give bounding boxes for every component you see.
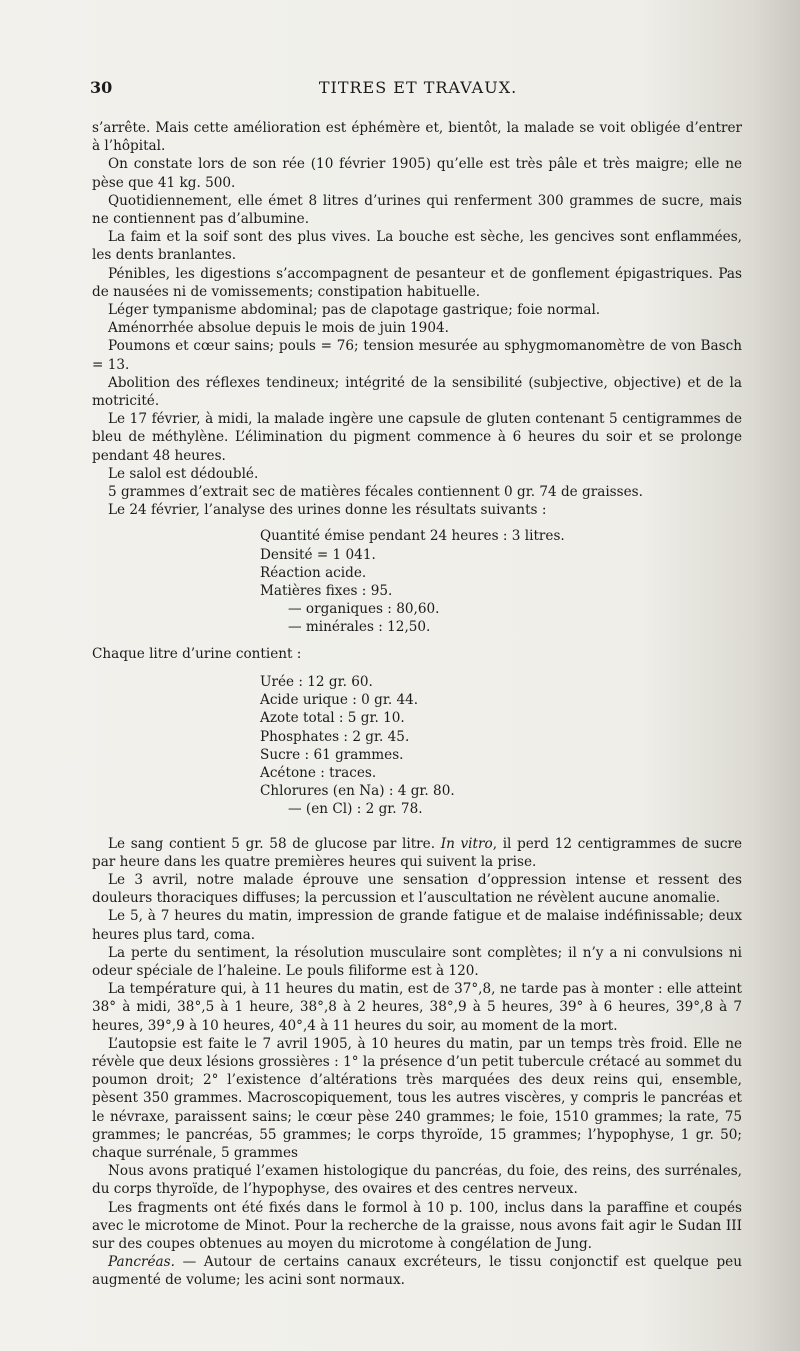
paragraph: Les fragments ont été fixés dans le formol à 10 p. 100, inclus dans la paraffine et coupés avec le microtome de Minot. Pour la recherche de la graisse, nous avons fait agir le Sudan III sur des coupes obtenues au moyen du microtome à congélation de Jung. [92,1199,742,1252]
paragraph: Léger tympanisme abdominal; pas de clapotage gastrique; foie normal. [108,302,601,319]
paragraph: 5 grammes d’extrait sec de matières fécales contiennent 0 gr. 74 de graisses. [108,484,643,501]
analysis-line: Sucre : 61 grammes. [260,746,404,763]
analysis-line: Urée : 12 gr. 60. [260,673,373,690]
paragraph: Le 24 février, l’analyse des urines donne les résultats suivants : [108,502,547,519]
paragraph: La faim et la soif sont des plus vives. La bouche est sèche, les gencives sont enflammées, les dents branlantes. [92,229,742,264]
blood-after: , il perd 12 centigrammes de sucre par heure dans les quatre premières heures qui suivent la prise. [92,835,742,870]
analysis-line: Acide urique : 0 gr. 44. [260,692,419,709]
analysis-line: Quantité émise pendant 24 heures : 3 litres. [260,528,565,545]
blood-paragraph [92,835,742,871]
paragraph: Le 5, à 7 heures du matin, impression de grande fatigue et de malaise indéfinissable; deux heures plus tard, coma. [92,908,742,943]
paragraph: Nous avons pratiqué l’examen histologique du pancréas, du foie, des reins, des surrénales, du corps thyroïde, de l’hypophyse, des ovaires et des centres nerveux. [92,1163,742,1198]
paragraph: On constate lors de son rée (10 février 1905) qu’elle est très pâle et très maigre; elle ne pèse que 41 kg. 500. [92,156,742,191]
analysis-line: Chlorures (en Na) : 4 gr. 80. [260,783,455,800]
paragraph: Pénibles, les digestions s’accompagnent de pesanteur et de gonflement épigastriques. Pas de nausées ni de vomissements; constipation habituelle. [92,265,742,300]
analysis-line: Densité = 1 041. [260,546,376,563]
page-number: 30 [90,78,113,97]
paragraph: La perte du sentiment, la résolution musculaire sont complètes; il n’y a ni convulsions ni odeur spéciale de l’haleine. Le pouls filiforme est à 120. [92,944,742,979]
analysis-line: — organiques : 80,60. [288,601,440,618]
paragraph: Le 17 février, à midi, la malade ingère une capsule de gluten contenant 5 centigrammes de bleu de méthylène. L’élimination du pigment commence à 6 heures du soir et se prolonge pendant 48 heures. [92,411,742,464]
paragraph: Quotidiennement, elle émet 8 litres d’urines qui renferment 300 grammes de sucre, mais ne contiennent pas d’albumine. [92,192,742,228]
analysis-line: Matières fixes : 95. [260,583,393,600]
paragraph: Poumons et cœur sains; pouls = 76; tension mesurée au sphygmomanomètre de von Basch = 13. [92,338,742,373]
analysis-line: — (en Cl) : 2 gr. 78. [288,801,423,818]
paragraph: s’arrête. Mais cette amélioration est éphémère et, bientôt, la malade se voit obligée d’entrer à l’hôpital. [92,120,742,155]
urine-analysis-24h [260,527,742,636]
clinical-course [92,871,742,1253]
in-vitro-italic: In vitro [440,835,493,852]
paragraph: Aménorrhée absolue depuis le mois de juin 1904. [108,320,449,337]
pancreas-paragraph [92,1253,742,1289]
pancreas-heading: Pancréas. [108,1254,175,1271]
paragraph: Le 3 avril, notre malade éprouve une sensation d’oppression intense et ressent des douleurs thoraciques diffuses; la percussion et l’auscultation ne révèlent aucune anomalie. [92,871,742,907]
paragraph: La température qui, à 11 heures du matin, est de 37°,8, ne tarde pas à monter : elle atteint 38° à midi, 38°,5 à 1 heure, 38°,8 à 2 heures, 38°,9 à 5 heures, 39° à 6 heures, 39°,8 à 7 heures, 39°,9 à 10 heures, 40°,4 à 11 heures du soir, au moment de la mort. [92,981,742,1034]
paragraph: L’autopsie est faite le 7 avril 1905, à 10 heures du matin, par un temps très froid. Elle ne révèle que deux lésions grossières : 1° la présence d’un petit tubercule crétacé au sommet du poumon droit; 2° l’existence d’altérations très marquées des deux reins qui, ensemble, pèsent 350 grammes. Macroscopiquement, tous les autres viscères, y compris le pancréas et le névraxe, paraissent sains; le cœur pèse 240 grammes; le foie, 1510 grammes; la rate, 75 grammes; le pancréas, 55 grammes; le corps thyroïde, 15 grammes; l’hypophyse, 1 gr. 50; chaque surrénale, 5 grammes [92,1035,742,1161]
page-header [88,78,748,100]
blood-before: Le sang contient 5 gr. 58 de glucose par litre. [108,835,441,852]
pancreas-text: — Autour de certains canaux excréteurs, le tissu conjonctif est quelque peu augmenté de volume; les acini sont normaux. [92,1254,742,1289]
urine-analysis-per-litre [260,673,742,819]
analysis-line: Phosphates : 2 gr. 45. [260,728,410,745]
analysis-line: — minérales : 12,50. [288,619,431,636]
paragraph: Le salol est dédoublé. [108,465,259,482]
paragraph: Abolition des réflexes tendineux; intégrité de la sensibilité (subjective, objective) et de la motricité. [92,374,742,410]
per-litre-intro: Chaque litre d’urine contient : [92,645,302,662]
analysis-line: Acétone : traces. [260,764,377,781]
analysis-line: Azote total : 5 gr. 10. [260,710,405,727]
case-history [92,119,742,519]
analysis-line: Réaction acide. [260,564,367,581]
running-title: TITRES ET TRAVAUX. [318,78,518,97]
body-text [92,119,742,1290]
